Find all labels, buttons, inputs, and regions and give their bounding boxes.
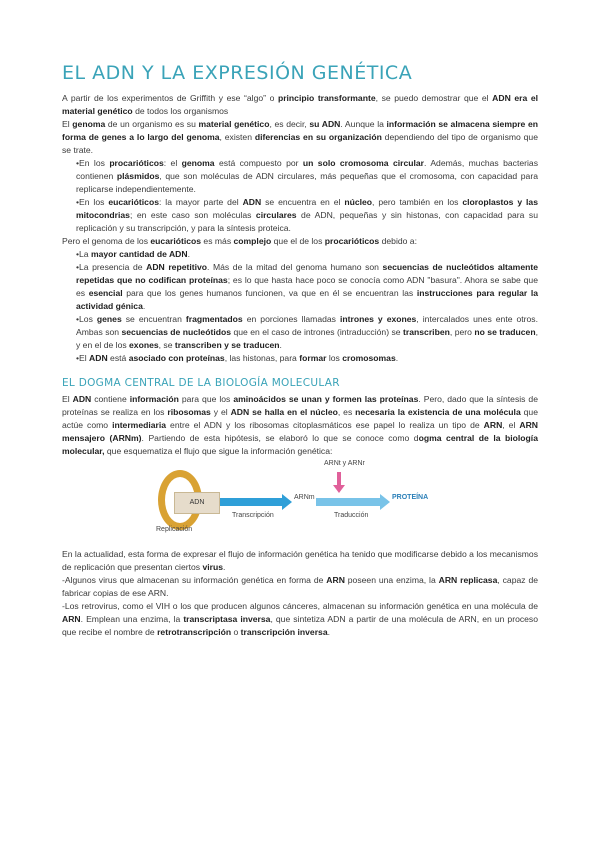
translation-arrow-shaft — [316, 498, 380, 506]
reason-bullet-proteins: •El ADN está asociado con proteínas, las histonas, para formar los cromosomas. — [76, 353, 399, 363]
central-dogma-diagram — [156, 460, 429, 536]
retrovirus-paragraph: -Los retrovirus, como el VIH o los que producen algunos cánceres, almacenan su información genética en una molécula de ARN. Emplean una enzima, la transcriptasa inversa, que sintetiza ADN a partir de una molécula de ARN, en un proceso que recibe el nombre de retrotranscripción o transcripción inversa. — [62, 601, 538, 637]
translation-arrow-head — [380, 494, 390, 510]
genome-definition-paragraph: El genoma de un organismo es su material genético, es decir, su ADN. Aunque la información se almacena siempre en forma de genes a lo largo del genoma, existen diferencias en su organización dependiendo del tipo de organismo que se trate. — [62, 119, 539, 155]
complexity-paragraph: Pero el genoma de los eucarióticos es más complejo que el de los procarióticos debido a: — [62, 236, 417, 246]
trna-rrna-label: ARNt y ARNr — [324, 460, 365, 467]
transcription-arrow — [220, 496, 292, 508]
translation-label: Traducción — [334, 512, 369, 519]
intro-paragraph: A partir de los experimentos de Griffith y ese “algo” o principio transformante, se puedo demostrar que el ADN era el material genético de todos los organismos — [62, 93, 539, 116]
adn-box: ADN — [174, 492, 220, 514]
dogma-paragraph: El ADN contiene información para que los aminoácidos se unan y formen las proteínas. Pero, dado que la síntesis de proteínas se realiza en los ribosomas y el ADN se halla en el núcleo, es necesaria la existencia de una molécula que actúe como intermediaria entre el ADN y los ribosomas citoplasmáticos ese papel lo realiza un tipo de ARN, el ARN mensajero (ARNm). Partiendo de esta hipótesis, se elaboró lo que se conoce como dogma central de la biología molecular, que esquematiza el flujo que sigue la información genética: — [62, 394, 538, 456]
replication-label: Replicación — [156, 526, 193, 533]
protein-label: PROTEÍNA — [392, 494, 429, 501]
trna-rrna-arrow-shaft — [337, 472, 341, 486]
transcription-arrow-head — [282, 494, 292, 510]
prokaryotes-bullet: •En los procarióticos: el genoma está compuesto por un solo cromosoma circular. Además, muchas bacterias contienen plásmidos, que son moléculas de ADN circulares, más pequeñas que el cromosoma, con capacidad para replicarse independientemente. — [76, 158, 538, 194]
arnm-label: ARNm — [294, 494, 315, 501]
transcription-arrow-shaft — [220, 498, 282, 506]
reason-bullet-repetitive: •La presencia de ADN repetitivo. Más de la mitad del genoma humano son secuencias de nucleótidos altamente repetidas que no codifican proteínas; es lo que hasta hace poco se conocía como ADN "basura". Ahora se sabe que es esencial para que los genes humanos funcionen, va que en él se encuentran las instrucciones para regular la actividad génica. — [76, 262, 538, 311]
page-title: EL ADN Y LA EXPRESIÓN GENÉTICA — [62, 62, 413, 84]
section-title-dogma: EL DOGMA CENTRAL DE LA BIOLOGÍA MOLECULAR — [62, 377, 340, 389]
trna-rrna-arrow-head — [333, 485, 345, 493]
trna-rrna-arrow — [334, 472, 344, 494]
document-page — [62, 62, 538, 639]
reason-bullet-quantity: •La mayor cantidad de ADN. — [76, 249, 190, 259]
transcription-label: Transcripción — [232, 512, 274, 519]
current-paragraph: En la actualidad, esta forma de expresar el flujo de información genética ha tenido que modificarse debido a los mecanismos de replicación que presentan ciertos virus. — [62, 549, 538, 572]
reason-bullet-fragmented: •Los genes se encuentran fragmentados en porciones llamadas intrones y exones, intercalados unes ente otros. Ambas son secuencias de nucleótidos que en el caso de intrones (intraducción) se transcriben, pero no se traducen, y en el de los exones, se transcriben y se traducen. — [76, 314, 538, 350]
viruses-rna-paragraph: -Algunos virus que almacenan su información genética en forma de ARN poseen una enzima, la ARN replicasa, capaz de fabricar copias de ese ARN. — [62, 575, 539, 598]
eukaryotes-bullet: •En los eucarióticos: la mayor parte del ADN se encuentra en el núcleo, pero también en los cloroplastos y las mitocondrias; en este caso son moléculas circulares de ADN, pequeñas y sin histonas, con capacidad para su replicación y su transcripción, y para la síntesis proteica. — [76, 197, 538, 233]
translation-arrow — [316, 496, 390, 508]
